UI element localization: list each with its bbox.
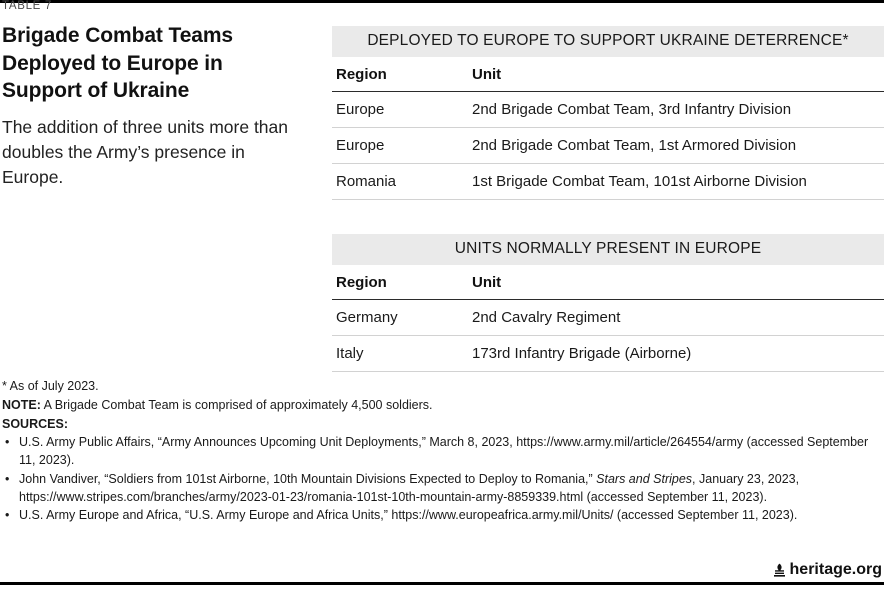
brand-label: heritage.org bbox=[789, 561, 882, 578]
table-header-row bbox=[332, 265, 884, 300]
cell-unit: 2nd Brigade Combat Team, 3rd Infantry Division bbox=[468, 92, 884, 128]
table-title-row bbox=[332, 234, 884, 265]
table-label: TABLE 7 bbox=[2, 0, 52, 12]
table-header-row bbox=[332, 57, 884, 92]
table-row bbox=[332, 128, 884, 164]
column-header-unit: Unit bbox=[468, 57, 884, 92]
sources-label: SOURCES: bbox=[2, 416, 68, 431]
heritage-logo-icon bbox=[773, 563, 786, 577]
source-text: U.S. Army Public Affairs, “Army Announces Upcoming Unit Deployments,” March 8, 2023, https://www.army.mil/article/264554/army (accessed September 11, 2023). bbox=[19, 435, 869, 467]
footnote-note-text: A Brigade Combat Team is comprised of approximately 4,500 soldiers. bbox=[40, 397, 433, 412]
normally-present-units-table bbox=[332, 234, 884, 372]
footnote-asterisk: * As of July 2023. bbox=[2, 379, 99, 393]
cell-region: Europe bbox=[332, 128, 468, 164]
bullet-icon: • bbox=[5, 435, 10, 450]
sources-label-line bbox=[2, 416, 880, 434]
list-item bbox=[2, 471, 880, 507]
list-item bbox=[2, 507, 880, 525]
table-row bbox=[332, 300, 884, 336]
footnote-note bbox=[2, 397, 880, 415]
table-gap bbox=[332, 200, 884, 234]
bullet-icon: • bbox=[5, 471, 10, 486]
footnotes-block bbox=[2, 378, 880, 526]
tables-container bbox=[332, 26, 884, 372]
source-text: John Vandiver, “Soldiers from 101st Airborne, 10th Mountain Divisions Expected to Deploy to Romania,” bbox=[19, 471, 597, 486]
table-title: DEPLOYED TO EUROPE TO SUPPORT UKRAINE DETERRENCE* bbox=[332, 26, 884, 57]
cell-unit: 173rd Infantry Brigade (Airborne) bbox=[468, 336, 884, 372]
cell-unit: 2nd Cavalry Regiment bbox=[468, 300, 884, 336]
bottom-divider bbox=[0, 582, 884, 585]
page-subtitle: The addition of three units more than doubles the Army’s presence in Europe. bbox=[2, 117, 289, 187]
bullet-icon: • bbox=[5, 508, 10, 523]
table-row bbox=[332, 164, 884, 200]
source-text-post: , January 23, 2023, https://www.stripes.com/branches/army/2023-01-23/romania-101st-10th-mountain-army-8859339.html (accessed September 11, 2023). bbox=[19, 471, 800, 504]
cell-unit: 1st Brigade Combat Team, 101st Airborne Division bbox=[468, 164, 884, 200]
source-italic: Stars and Stripes bbox=[596, 471, 693, 486]
source-text: U.S. Army Europe and Africa, “U.S. Army Europe and Africa Units,” https://www.europeafrica.army.mil/Units/ (accessed September 11, 2023). bbox=[19, 508, 798, 523]
brand-footer bbox=[773, 561, 882, 579]
sources-list bbox=[2, 434, 880, 525]
cell-region: Romania bbox=[332, 164, 468, 200]
cell-region: Europe bbox=[332, 92, 468, 128]
list-item bbox=[2, 434, 880, 470]
cell-region: Italy bbox=[332, 336, 468, 372]
deployed-units-table bbox=[332, 26, 884, 200]
top-divider bbox=[0, 0, 884, 3]
table-title: UNITS NORMALLY PRESENT IN EUROPE bbox=[332, 234, 884, 265]
cell-region: Germany bbox=[332, 300, 468, 336]
table-title-row bbox=[332, 26, 884, 57]
column-header-unit: Unit bbox=[468, 265, 884, 300]
column-header-region: Region bbox=[332, 265, 468, 300]
footnote-note-label: NOTE: bbox=[2, 397, 41, 412]
title-block bbox=[2, 22, 302, 190]
table-row bbox=[332, 336, 884, 372]
cell-unit: 2nd Brigade Combat Team, 1st Armored Division bbox=[468, 128, 884, 164]
page-title: Brigade Combat Teams Deployed to Europe in Support of Ukraine bbox=[2, 24, 233, 103]
column-header-region: Region bbox=[332, 57, 468, 92]
table-row bbox=[332, 92, 884, 128]
